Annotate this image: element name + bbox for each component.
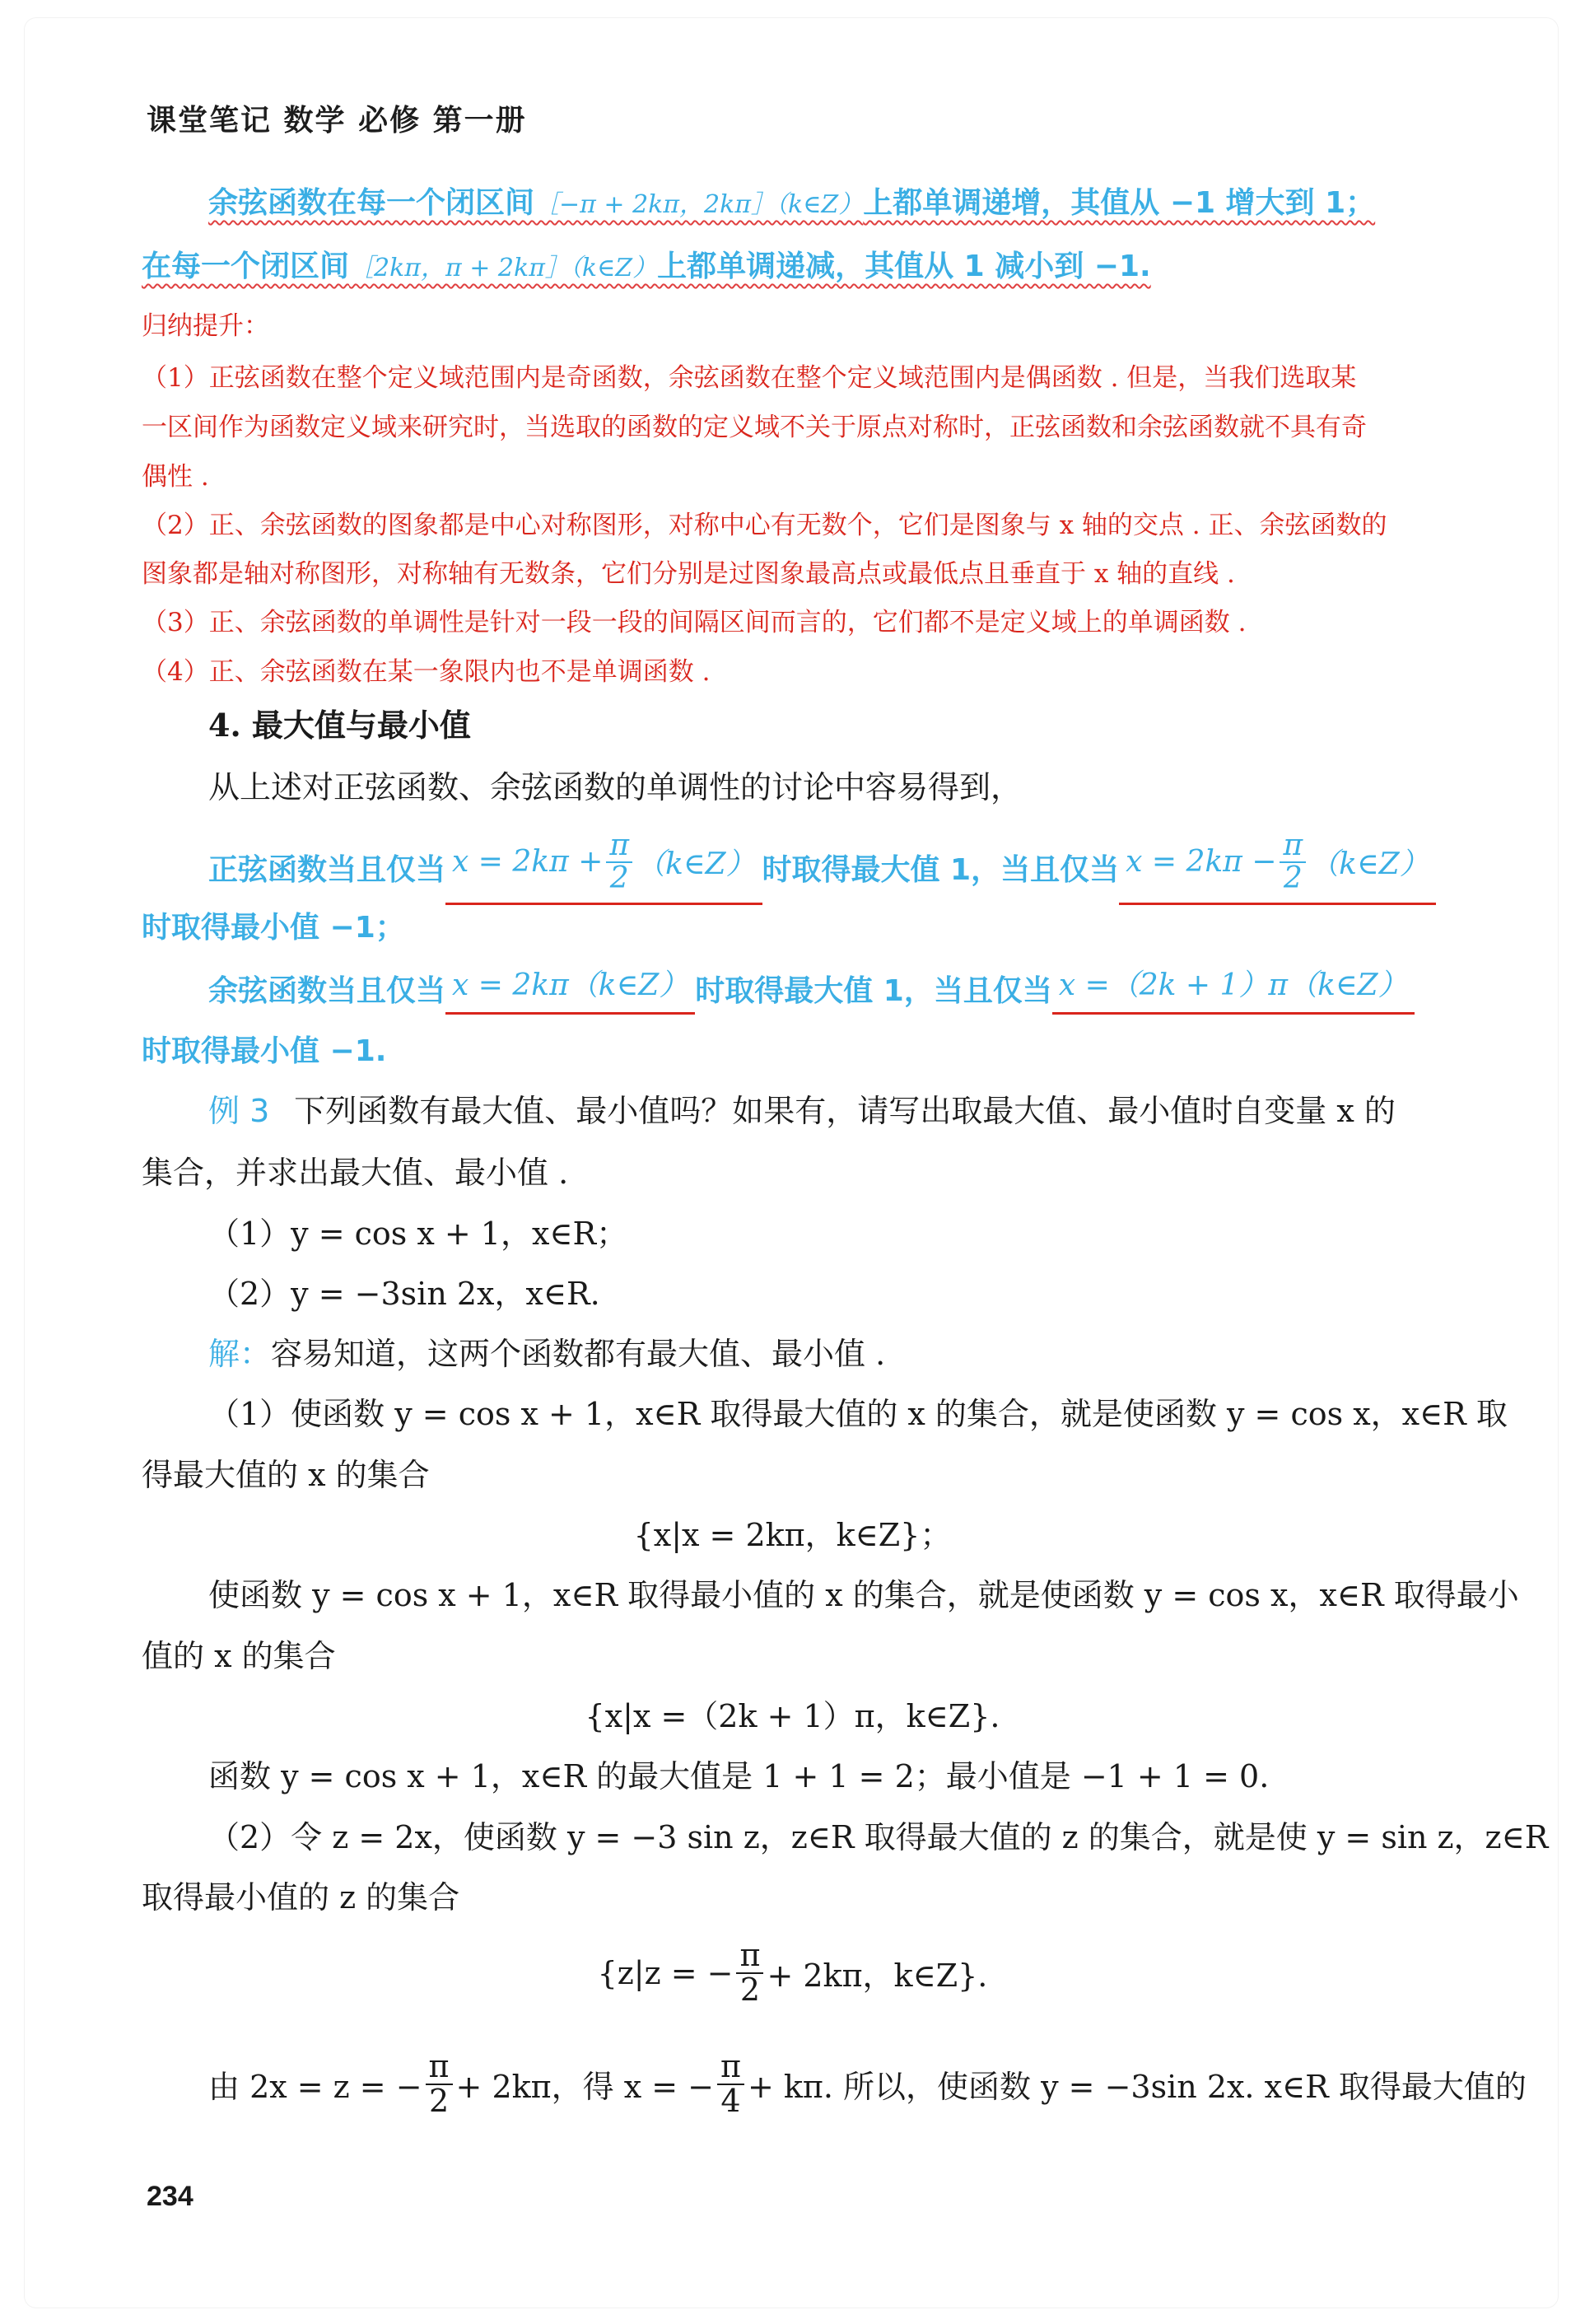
cos-monotone-line-1: [208, 180, 1375, 222]
cos-extrema-line-2: 时取得最小值 −1.: [142, 1034, 387, 1068]
set-z-pre: {z|z = −: [597, 1954, 734, 1991]
solution-4-line-1: （2）令 z = 2x，使函数 y = −3 sin z，z∈R 取得最大值的 z 的集合，就是使 y = sin z，z∈R: [208, 1819, 1549, 1855]
fraction-denominator: 2: [609, 861, 629, 895]
example-label: 例 3: [208, 1093, 270, 1129]
solution-4-line-2: 取得最小值的 z 的集合: [142, 1879, 460, 1916]
cos-mono-interval-1: ［−π + 2kπ，2kπ］（k∈Z）: [534, 190, 864, 219]
running-header: 课堂笔记 数学 必修 第一册: [147, 104, 527, 138]
sin-extrema-text-a: 正弦函数当且仅当: [208, 852, 446, 887]
sin-min-expr-pre: x = 2kπ −: [1126, 845, 1277, 880]
solution-1-line-1: （1）使函数 y = cos x + 1，x∈R 取得最大值的 x 的集合，就是使函数 y = cos x，x∈R 取: [208, 1396, 1508, 1432]
cos-extrema-text-b: 时取得最大值 1，当且仅当: [695, 973, 1052, 1008]
final-text-b: + 2kπ，得 x = −: [455, 2069, 714, 2106]
note-3: （3）正、余弦函数的单调性是针对一段一段的间隔区间而言的，它们都不是定义域上的单调函数 .: [142, 608, 1247, 637]
cos-min-expression: x =（2k + 1）π（k∈Z）: [1052, 962, 1415, 1015]
cos-mono-text-a: 余弦函数在每一个闭区间: [208, 186, 535, 220]
example-part-1: （1）y = cos x + 1，x∈R；: [208, 1216, 628, 1252]
solution-intro-text: 容易知道，这两个函数都有最大值、最小值 .: [271, 1336, 886, 1372]
solution-2-line-1: 使函数 y = cos x + 1，x∈R 取得最小值的 x 的集合，就是使函数 y = cos x，x∈R 取得最小: [208, 1577, 1519, 1613]
page-number: 234: [147, 2181, 193, 2212]
example-question-text: 下列函数有最大值、最小值吗？如果有，请写出取最大值、最小值时自变量 x 的: [294, 1093, 1396, 1129]
fraction-numerator: π: [426, 2051, 453, 2085]
example-question-line-1: [208, 1085, 1396, 1131]
solution-2-line-2: 值的 x 的集合: [142, 1638, 336, 1674]
note-2-line-2: 图象都是轴对称图形，对称轴有无数条，它们分别是过图象最高点或最低点且垂直于 x 轴的直线 .: [142, 559, 1235, 589]
final-text-a: 由 2x = z = −: [208, 2069, 422, 2106]
sin-min-expr-post: （k∈Z）: [1309, 847, 1429, 882]
solution-1-line-2: 得最大值的 x 的集合: [142, 1457, 430, 1493]
sin-extrema-text-b: 时取得最大值 1，当且仅当: [762, 852, 1120, 887]
sin-max-expr-post: （k∈Z）: [636, 847, 756, 882]
sin-extrema-line-1: [208, 830, 1436, 905]
fraction-numerator: π: [736, 1939, 763, 1974]
cos-extrema-text-a: 余弦函数当且仅当: [208, 973, 446, 1008]
fraction-numerator: π: [717, 2051, 744, 2085]
solution-3: 函数 y = cos x + 1，x∈R 的最大值是 1 + 1 = 2；最小值是 −1 + 1 = 0.: [208, 1758, 1270, 1794]
sin-max-expression: [445, 830, 762, 905]
fraction-denominator: 4: [720, 2082, 741, 2119]
pi-over-2-fraction: [426, 2048, 453, 2119]
pi-over-2-fraction: [1280, 830, 1306, 894]
note-2-line-1: （2）正、余弦函数的图象都是中心对称图形，对称中心有无数个，它们是图象与 x 轴的交点 . 正、余弦函数的: [142, 511, 1387, 540]
example-part-2: （2）y = −3sin 2x，x∈R.: [208, 1276, 600, 1312]
notes-heading: 归纳提升：: [142, 311, 269, 341]
cos-monotone-line-2: [142, 243, 1151, 285]
sin-min-expression: [1119, 830, 1436, 905]
note-1-line-1: （1）正弦函数在整个定义域范围内是奇函数，余弦函数在整个定义域范围内是偶函数 . 但是，当我们选取某: [142, 363, 1357, 393]
set-z-post: + 2kπ，k∈Z}.: [767, 1958, 988, 1995]
solution-label: 解：: [208, 1336, 272, 1372]
sin-max-expr-pre: x = 2kπ +: [452, 845, 604, 880]
set-z: [0, 1939, 1585, 2007]
fraction-denominator: 2: [1283, 861, 1303, 895]
cos-mono-text-d: 上都单调递减，其值从 1 减小到 −1.: [657, 250, 1151, 283]
cos-extrema-line-1: [208, 962, 1415, 1015]
pi-over-4-fraction: [717, 2048, 744, 2119]
cos-mono-text-c: 在每一个闭区间: [142, 250, 350, 283]
example-question-line-2: 集合，并求出最大值、最小值 .: [142, 1155, 569, 1191]
final-text-c: + kπ. 所以，使函数 y = −3sin 2x. x∈R 取得最大值的: [747, 2069, 1527, 2106]
section-intro: 从上述对正弦函数、余弦函数的单调性的讨论中容易得到，: [208, 769, 1023, 805]
pi-over-2-fraction: [736, 1939, 763, 2007]
note-1-line-3: 偶性 .: [142, 462, 209, 492]
section-title: 4. 最大值与最小值: [208, 707, 471, 744]
note-1-line-2: 一区间作为函数定义域来研究时，当选取的函数的定义域不关于原点对称时，正弦函数和余弦函数就不具有奇: [142, 413, 1367, 442]
fraction-denominator: 2: [739, 1971, 761, 2008]
cos-mono-interval-2: ［2kπ，π + 2kπ］（k∈Z）: [349, 254, 658, 282]
cos-mono-text-b: 上都单调递增，其值从 −1 增大到 1；: [863, 186, 1376, 220]
pi-over-2-fraction: [606, 830, 632, 894]
set-min-x: {x|x =（2k + 1）π，k∈Z}.: [585, 1698, 1000, 1734]
solution-intro: [208, 1328, 885, 1374]
fraction-numerator: π: [1280, 830, 1306, 863]
cos-max-expression: x = 2kπ（k∈Z）: [445, 962, 695, 1015]
fraction-numerator: π: [606, 830, 632, 863]
sin-extrema-line-2: 时取得最小值 −1；: [142, 911, 405, 945]
fraction-denominator: 2: [428, 2082, 450, 2119]
solution-final-line: [208, 2048, 1527, 2119]
set-max-x: {x|x = 2kπ，k∈Z}；: [633, 1517, 952, 1553]
note-4: （4）正、余弦函数在某一象限内也不是单调函数 .: [142, 657, 711, 687]
